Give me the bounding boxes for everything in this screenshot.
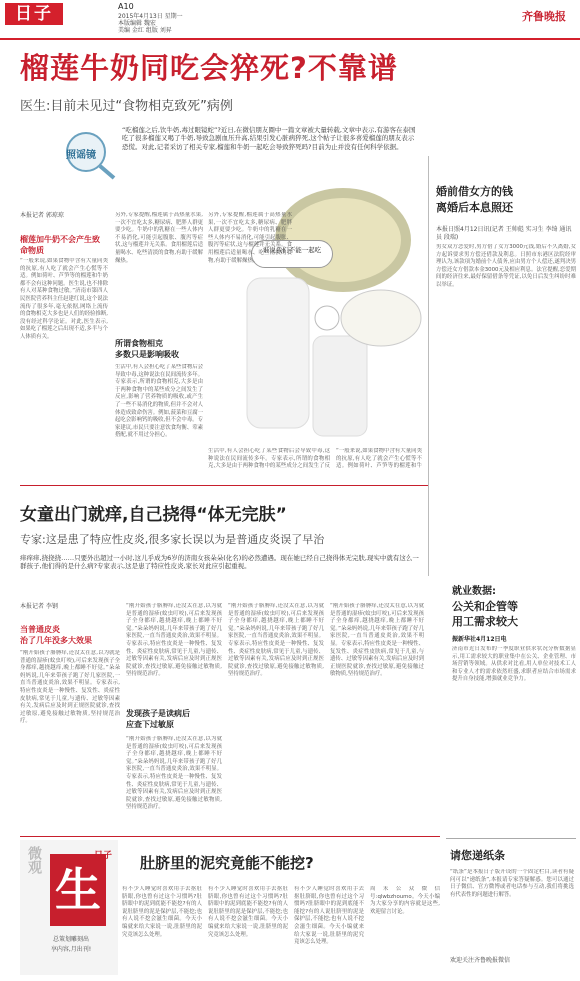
badge-label: 照谣镜 (66, 150, 96, 161)
masthead-rule (0, 38, 580, 40)
designer-credit: 美编 金红 组版 刘昇 (118, 27, 172, 34)
data-box-text: 济南市近日发布的一季度职业供求状况分析数据显示,用工需求较大的职业集中在公关、企业管理、市场营销等领域。从供求对比看,用人单位对技术工人和专业人才的需求依然旺盛,求职者应结合市场需求提升自身技能,增强就业竞争力。 (452, 646, 576, 683)
page-number: A10 (118, 2, 134, 11)
lead-column-4: 生活中,有人会担心吃了某些食物后会导致中毒,这种说法在民间流传多年。专家表示,所谓的食物相克,大多是由于两种食物中的某些成分之间发生了反 (208, 448, 330, 470)
lead-byline: 本报记者 郭琼琼 (20, 212, 64, 219)
promo-column-2: 有不少人睡觉时喜欢用手去抠肚脐眼,你也曾有过这个习惯吗?肚脐眼中的泥到底能不能挖?有的人说肚脐里的泥是保护层,不能挖;也有人说不挖会滋生细菌。今天小编就来给大家说一说,肚脐里的泥究竟该怎么处理。 (208, 886, 288, 938)
contest-headline: 请您递纸条 (450, 849, 505, 862)
editor-credit: 本版编辑 魏宏 (118, 20, 156, 27)
data-box-byline: 振新华社4月12日电 (452, 636, 507, 643)
lead-column-5: “一般来说,如果食物中含有大量同类的抗原,有人吃了就会产生心慌等不适。例如荷叶、芦笋等的榴莲和牛 (336, 448, 422, 470)
contest-contact: 欢迎关注齐鲁晚报微信 (450, 957, 511, 964)
promo-small-label: 日子 (94, 851, 113, 861)
issue-date: 2015年4月13日 星期一 (118, 13, 183, 20)
lead-column-2a: 另外,专家提醒,榴莲属于高热量水果,一次不宜吃太多,糖尿病、肥胖人群更要少吃。牛奶中的乳糖在一些人体内不易消化,可能引起腹胀、腹泻等症状,这与榴莲并无关系。食用榴莲后适量喝水、吃些清淡的食物,有助于缓解燥热。 (115, 212, 203, 264)
second-deck: 专家:这是患了特应性皮炎,很多家长误以为是普通皮炎误了早治 (20, 533, 325, 546)
promo-rule (20, 836, 440, 837)
lead-column-1: “一般来说,如果食物中含有大量同类的抗原,有人吃了就会产生心慌等不适。例如荷叶、芦笋等的榴莲和牛奶都不会有这种问题。医生说,也不排除有人对某种食物过敏。”济南市第四人民医院营养科主任赵建红说,这个说法流传了很多年,毫无依据,网络上流传的食物相克大多也是人们的经验推断,没有经过科学论证。对此,医生表示,如果吃了榴莲之后出现不适,多半与个人体质有关。 (20, 258, 108, 340)
second-subhead-2: 发现孩子是读病后 应查下过敏原 (126, 709, 190, 729)
promo-column-3: 有不少人睡觉时喜欢用手去抠肚脐眼,你也曾有过这个习惯吗?肚脐眼中的泥到底能不能挖?有的人说肚脐里的泥是保护层,不能挖;也有人说不挖会滋生细菌。今天小编就来给大家说一说,肚脐里的泥究竟该怎么处理。 (294, 886, 364, 946)
section-rule (20, 485, 428, 486)
badge (62, 130, 117, 180)
section-logo: 日子 (5, 3, 63, 25)
data-box-headline: 公关和企管等 用工需求较大 (452, 600, 518, 628)
lead-headline: 榴莲牛奶同吃会猝死?不靠谱 (20, 51, 398, 85)
promo-vertical-label: 微观 (26, 846, 42, 874)
second-column-1: “刚开始孩子胳膊痒,还没太在意,以为就是普通的湿疹(蚊虫叮咬),可后来发现孩子全身都痒,越挠越痒,晚上都睡不好觉。”朵朵妈妈说,几年来带孩子跑了好几家医院,一直当普通皮炎治,效果不明显。专家表示,特应性皮炎是一种慢性、复发性、炎症性皮肤病,常见于儿童,与遗传、过敏等因素有关,发病后应及时到正规医院就诊,查找过敏原,避免接触过敏物质,坚持规范治疗。 (20, 650, 120, 725)
promo-column-4: 周末公众微信号:qlwbzhoumo。今天小编为大家分享的内容就是这些,欢迎留言讨论。 (370, 886, 440, 915)
lead-subhead-2: 所谓食物相克 多数只是影响吸收 (115, 339, 179, 359)
second-column-4: “刚开始孩子胳膊痒,还没太在意,以为就是普通的湿疹(蚊虫叮咬),可后来发现孩子全身都痒,越挠越痒,晚上都睡不好觉。”朵朵妈妈说,几年来带孩子跑了好几家医院,一直当普通皮炎治,效果不明显。专家表示,特应性皮炎是一种慢性、复发性、炎症性皮肤病,常见于儿童,与遗传、过敏等因素有关,发病后应及时到正规医院就诊,查找过敏原,避免接触过敏物质,坚持规范治疗。 (330, 603, 424, 678)
lead-deck: 医生:目前未见过“食物相克致死”病例 (20, 99, 233, 114)
sidebar-text: 男女双方恋爱时,男方借了女方3000元钱,婚后不久离婚,女方起诉要求男方偿还借款及利息。日照市东港区法院经审理认为,该款项为婚前个人债务,应由男方个人偿还,遂判决男方偿还女方借款本金3000元及相应利息。法官提醒,恋爱期间的经济往来,最好保留借条等凭证,以免日后发生纠纷时难以举证。 (436, 244, 576, 288)
promo-column-1: 有不少人睡觉时喜欢用手去抠肚脐眼,你也曾有过这个习惯吗?肚脐眼中的泥到底能不能挖?有的人说肚脐里的泥是保护层,不能挖;也有人说不挖会滋生细菌。今天小编就来给大家说一说,肚脐里的泥究竟该怎么处理。 (122, 886, 202, 938)
data-box-label: 就业数据: (452, 586, 496, 597)
lead-intro: “吃榴莲之后,饮牛奶,毒过眼镜蛇”?近日,在微信朋友圈中一篇文章被大量转载,文章中表示,有游客在泰国吃了很多榴莲又喝了牛奶,导致急剧血压升高,结果引发心脏病猝死,这个帖子让很多喜爱榴莲的朋友表示恐慌。对此,记者采访了相关专家,榴莲和牛奶一起吃会导致猝死吗?目前为止并没有任何科学依据。 (122, 126, 416, 151)
promo-title: 肚脐里的泥究竟能不能挖? (140, 854, 314, 872)
contest-text: “纸条”是本报日子版开设的一个固定栏目,读者有疑问可以“递纸条”,本报请专家答疑解惑。您可以通过日子微信、官方微博或者电话参与互动,我们将挑选有代表性的问题进行解答。 (450, 869, 574, 898)
lead-subhead-1: 榴莲加牛奶不会产生致命物质 (20, 235, 100, 255)
second-headline: 女童出门就痒,自己挠得“体无完肤” (20, 505, 287, 525)
speech-bubble: 谁说我们不能一起吃 (251, 240, 333, 268)
promo-caption-1: 总策划雕刻出 (52, 936, 89, 943)
sidebar-headline: 婚前借女方的钱 离婚后本息照还 (436, 185, 513, 214)
second-subhead-1: 当普通皮炎 治了几年没多大效果 (20, 625, 92, 645)
promo-big-char: 生 (50, 854, 106, 926)
second-byline: 本报记者 李钢 (20, 603, 58, 610)
column-divider (428, 156, 429, 576)
promo-graphic (20, 840, 118, 975)
sidebar-byline: 本报日照4月12日讯(记者 王帅彪 实习生 李绮 通讯员 段瑞) (436, 226, 572, 241)
second-column-3: “刚开始孩子胳膊痒,还没太在意,以为就是普通的湿疹(蚊虫叮咬),可后来发现孩子全身都痒,越挠越痒,晚上都睡不好觉。”朵朵妈妈说,几年来带孩子跑了好几家医院,一直当普通皮炎治,效果不明显。专家表示,特应性皮炎是一种慢性、复发性、炎症性皮肤病,常见于儿童,与遗传、过敏等因素有关,发病后应及时到正规医院就诊,查找过敏原,避免接触过敏物质,坚持规范治疗。 (228, 603, 324, 678)
lead-column-2b: 生活中,有人会担心吃了某些食物后会导致中毒,这种说法在民间流传多年。专家表示,所谓的食物相克,大多是由于两种食物中的某些成分之间发生了反应,影响了营养物质的吸收,或产生了一些不易消化的物质,但并不会对人体造成致命伤害。例如,菠菜和豆腐一起吃会影响钙的吸收,但不会中毒。专家建议,市民只要注意饮食均衡、荤素搭配,就不用过分担心。 (115, 364, 203, 439)
paper-name: 齐鲁晚报 (522, 10, 566, 23)
contest-box (446, 838, 576, 971)
lead-column-3: 另外,专家提醒,榴莲属于高热量水果,一次不宜吃太多,糖尿病、肥胖人群更要少吃。牛奶中的乳糖在一些人体内不易消化,可能引起腹胀、腹泻等症状,这与榴莲并无关系。食用榴莲后适量喝水、吃些清淡的食物,有助于缓解燥热。 (208, 212, 292, 264)
promo-caption-2: 享内容,月出刊! (50, 946, 92, 953)
second-intro: 痒痒痒,挠挠挠……只要外出超过一小时,这儿乎成为6岁的济南女孩朵朵(化名)的必然遭遇。现在她已经自己挠得体无完肤,现实中就有这么一群孩子,他们得的是什么病?专家表示,这是患了特应性皮炎,家长对此应引起重视。 (20, 554, 419, 571)
second-column-2b: “刚开始孩子胳膊痒,还没太在意,以为就是普通的湿疹(蚊虫叮咬),可后来发现孩子全身都痒,越挠越痒,晚上都睡不好觉。”朵朵妈妈说,几年来带孩子跑了好几家医院,一直当普通皮炎治,效果不明显。专家表示,特应性皮炎是一种慢性、复发性、炎症性皮肤病,常见于儿童,与遗传、过敏等因素有关,发病后应及时到正规医院就诊,查找过敏原,避免接触过敏物质,坚持规范治疗。 (126, 736, 222, 811)
second-column-2a: “刚开始孩子胳膊痒,还没太在意,以为就是普通的湿疹(蚊虫叮咬),可后来发现孩子全身都痒,越挠越痒,晚上都睡不好觉。”朵朵妈妈说,几年来带孩子跑了好几家医院,一直当普通皮炎治,效果不明显。专家表示,特应性皮炎是一种慢性、复发性、炎症性皮肤病,常见于儿童,与遗传、过敏等因素有关,发病后应及时到正规医院就诊,查找过敏原,避免接触过敏物质,坚持规范治疗。 (126, 603, 222, 678)
